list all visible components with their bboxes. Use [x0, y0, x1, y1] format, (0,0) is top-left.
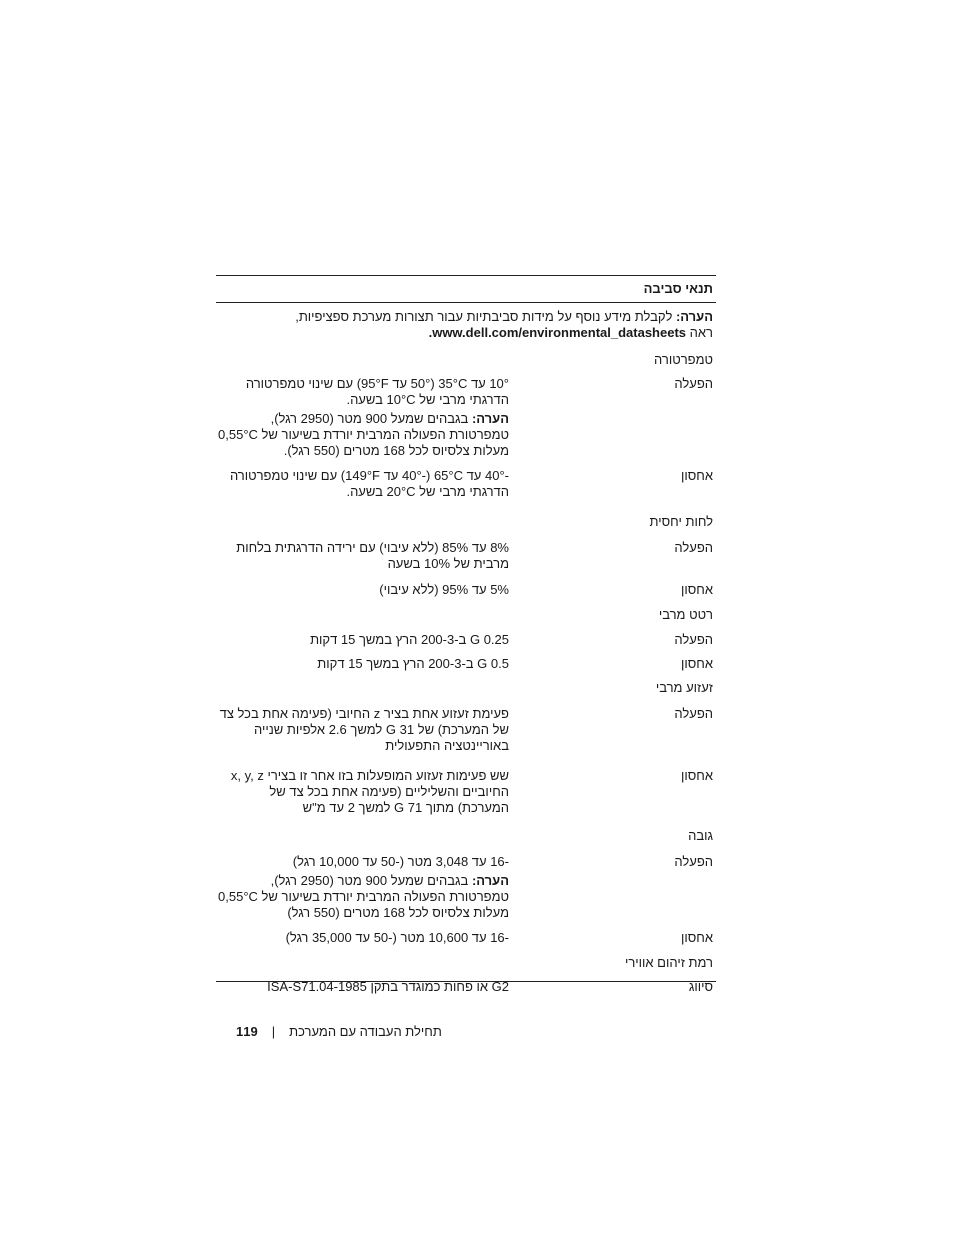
row-value: [216, 854, 509, 921]
altitude-operating-value: -16 עד 3,048 מטר (-50 עד 10,000 רגל): [292, 854, 509, 869]
altitude-operating-note: [216, 873, 509, 921]
temperature-operating-note: [216, 411, 509, 459]
row-label: אחסון: [681, 930, 713, 945]
temperature-operating-value: 10° עד 35°C (50° עד 95°F) עם שינוי טמפרטורה הדרגתי מרבי של 10°C בשעה.: [245, 376, 509, 407]
page-footer: [236, 1024, 536, 1040]
row-label: סיווג: [688, 979, 713, 994]
row-label: הפעלה: [674, 706, 713, 721]
contaminants-class-value: G2 או פחות כמוגדר בתקן ISA-S71.04-1985: [267, 979, 509, 994]
footer-separator: |: [271, 1024, 276, 1039]
section-title-temperature: טמפרטורה: [654, 352, 713, 367]
note-text: בגבהים שמעל 900 מטר (2950 רגל), טמפרטורת הפעולה המרבית יורדת בשיעור של 0,55°C מעלות צלסיוס לכל 168 מטרים (550 רגל): [218, 873, 509, 920]
row-label: אחסון: [681, 468, 713, 483]
temperature-storage-value: -40° עד 65°C (-40° עד 149°F) עם שינוי טמפרטורה הדרגתי מרבי של 20°C בשעה.: [229, 468, 509, 499]
altitude-operating-row: [216, 854, 716, 921]
vibration-storage-row: [216, 656, 716, 672]
vibration-operating-value: 0.25 G ב-200-3 הרץ במשך 15 דקות: [310, 632, 509, 647]
note-text: לקבלת מידע נוסף על מידות סביבתיות עבור תצורות מערכת ספציפיות,: [295, 309, 676, 324]
note-label: הערה:: [675, 309, 713, 324]
section-title-shock: זעזוע מרבי: [655, 680, 713, 695]
note-text: בגבהים שמעל 900 מטר (2950 רגל), טמפרטורת הפעולה המרבית יורדת בשיעור של 0,55°C מעלות צלסיוס לכל 168 מטרים (550 רגל).: [218, 411, 509, 458]
note-label: הערה:: [471, 873, 509, 888]
general-note: [216, 303, 716, 341]
datasheets-link[interactable]: www.dell.com/environmental_datasheets.: [428, 325, 687, 340]
note-label: הערה:: [471, 411, 509, 426]
altitude-storage-value: -16 עד 10,600 מטר (-50 עד 35,000 רגל): [285, 930, 509, 945]
shock-storage-row: [216, 768, 716, 816]
humidity-storage-value: 5% עד 95% (ללא עיבוי): [379, 582, 509, 597]
table-title: תנאי סביבה: [643, 281, 713, 296]
row-label: אחסון: [681, 768, 713, 783]
humidity-operating-value: 8% עד 85% (ללא עיבוי) עם ירידה הדרגתית בלחות מרבית של 10% בשעה: [236, 540, 509, 571]
temperature-operating-row: [216, 376, 716, 459]
environmental-specs-table: [216, 275, 716, 995]
shock-operating-row: [216, 706, 716, 754]
altitude-storage-row: [216, 930, 716, 946]
vibration-storage-value: 0.5 G ב-200-3 הרץ במשך 15 דקות: [317, 656, 509, 671]
section-title-contaminants: רמת זיהום אווירי: [624, 955, 713, 970]
vibration-operating-row: [216, 632, 716, 648]
temperature-storage-row: [216, 468, 716, 500]
page-number: 119: [236, 1024, 258, 1039]
row-label: אחסון: [681, 582, 713, 597]
section-title-humidity: לחות יחסית: [649, 514, 713, 529]
row-label: אחסון: [681, 656, 713, 671]
shock-storage-value: שש פעימות זעזוע המופעלות בזו אחר זו בצירי x, y, z החיוביים והשליליים (פעימה אחת בכל צד של המערכת) מתוך 71 G למשך 2 עד מ"ש: [230, 768, 509, 815]
row-value: [216, 376, 509, 459]
row-label: הפעלה: [674, 376, 713, 391]
humidity-storage-row: [216, 582, 716, 598]
bottom-rule: [216, 981, 716, 982]
section-title-vibration: רטט מרבי: [658, 607, 713, 622]
shock-operating-value: פעימת זעזוע אחת בציר z החיובי (פעימה אחת בכל צד של המערכת) של 31 G למשך 2.6 אלפיות שנייה באוריינטציה התפעולית: [219, 706, 509, 753]
humidity-operating-row: [216, 540, 716, 572]
row-label: הפעלה: [674, 540, 713, 555]
footer-section-title: תחילת העבודה עם המערכת: [289, 1024, 442, 1039]
section-title-altitude: גובה: [688, 828, 713, 843]
row-label: הפעלה: [674, 854, 713, 869]
note-text-2: ראה: [686, 325, 713, 340]
row-label: הפעלה: [674, 632, 713, 647]
